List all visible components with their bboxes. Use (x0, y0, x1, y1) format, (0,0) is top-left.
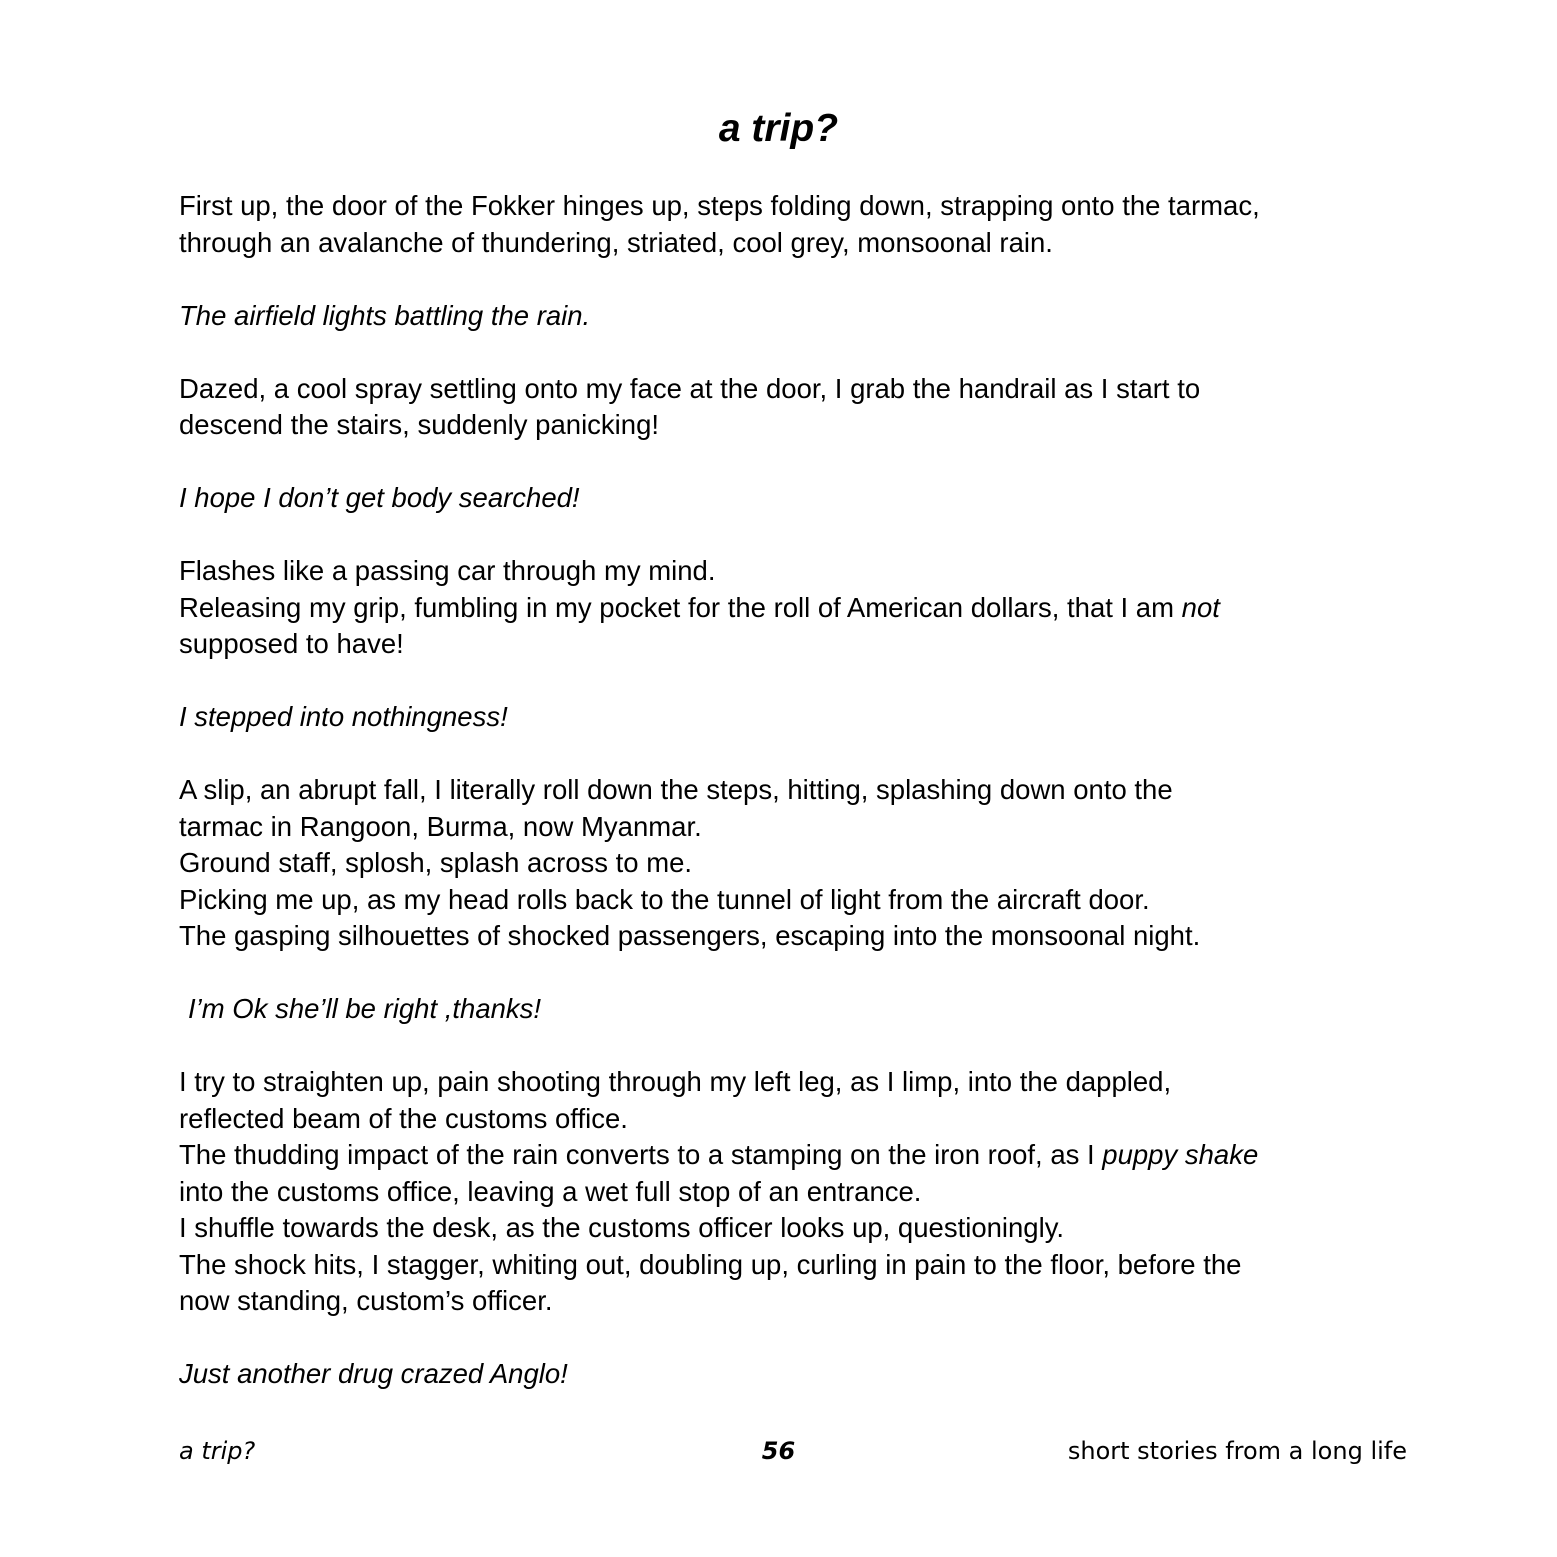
footer-book-title: short stories from a long life (1067, 1437, 1407, 1465)
text-line: Picking me up, as my head rolls back to the tunnel of light from the aircraft door. (179, 883, 1150, 915)
text-line: supposed to have! (179, 628, 404, 659)
paragraph-6-italic-thought (179, 699, 1419, 736)
text-line: through an avalanche of thundering, striated, cool grey, monsoonal rain. (179, 226, 1053, 258)
footer-chapter-title: a trip? (179, 1437, 256, 1465)
text-line: I hope I don’t get body searched! (179, 482, 580, 513)
emphasis-puppy-shake: puppy shake (1102, 1139, 1259, 1170)
text-line: Flashes like a passing car through my mind. (179, 555, 716, 586)
text-line: descend the stairs, suddenly panicking! (179, 409, 660, 440)
paragraph-5 (179, 553, 1419, 663)
text-line: I’m Ok she’ll be right ,thanks! (188, 993, 542, 1024)
story-body (179, 188, 1419, 1429)
text-line: A slip, an abrupt fall, I literally roll down the steps, hitting, splashing down onto the (179, 774, 1173, 805)
emphasis-not: not (1181, 591, 1220, 623)
paragraph-8-italic-thought (179, 991, 1419, 1028)
text-line: I stepped into nothingness! (179, 701, 508, 732)
paragraph-10-italic-thought (179, 1356, 1419, 1393)
text-line: The gasping silhouettes of shocked passengers, escaping into the monsoonal night. (179, 920, 1201, 951)
paragraph-2-italic-thought (179, 298, 1419, 335)
text-line (179, 1137, 1419, 1174)
text-line: The airfield lights battling the rain. (179, 299, 591, 331)
text-line: I shuffle towards the desk, as the customs officer looks up, questioningly. (179, 1212, 1065, 1243)
text-line: Just another drug crazed Anglo! (179, 1358, 568, 1389)
page-footer (0, 1433, 1557, 1469)
page-title: a trip? (718, 107, 839, 150)
paragraph-3 (179, 371, 1419, 444)
paragraph-7 (179, 772, 1419, 955)
text-segment: The thudding impact of the rain converts to a stamping on the iron roof, as I (179, 1139, 1103, 1170)
text-segment: Releasing my grip, fumbling in my pocket for the roll of American dollars, that I am (179, 591, 1182, 623)
footer-page-number: 56 (761, 1437, 796, 1465)
text-line: reflected beam of the customs office. (179, 1102, 628, 1134)
text-line: into the customs office, leaving a wet full stop of an entrance. (179, 1175, 922, 1207)
paragraph-1 (179, 188, 1419, 261)
text-line: First up, the door of the Fokker hinges up, steps folding down, strapping onto the tarmac, (179, 190, 1260, 221)
text-line: now standing, custom’s officer. (179, 1285, 553, 1316)
text-line: The shock hits, I stagger, whiting out, doubling up, curling in pain to the floor, before the (179, 1248, 1242, 1280)
text-line: Ground staff, splosh, splash across to me. (179, 847, 693, 878)
text-line: Dazed, a cool spray settling onto my face at the door, I grab the handrail as I start to (179, 372, 1201, 404)
text-line: I try to straighten up, pain shooting through my left leg, as I limp, into the dappled, (179, 1066, 1172, 1097)
paragraph-4-italic-thought (179, 480, 1419, 517)
paragraph-9 (179, 1064, 1419, 1320)
text-line (179, 590, 1419, 627)
text-line: tarmac in Rangoon, Burma, now Myanmar. (179, 810, 702, 842)
